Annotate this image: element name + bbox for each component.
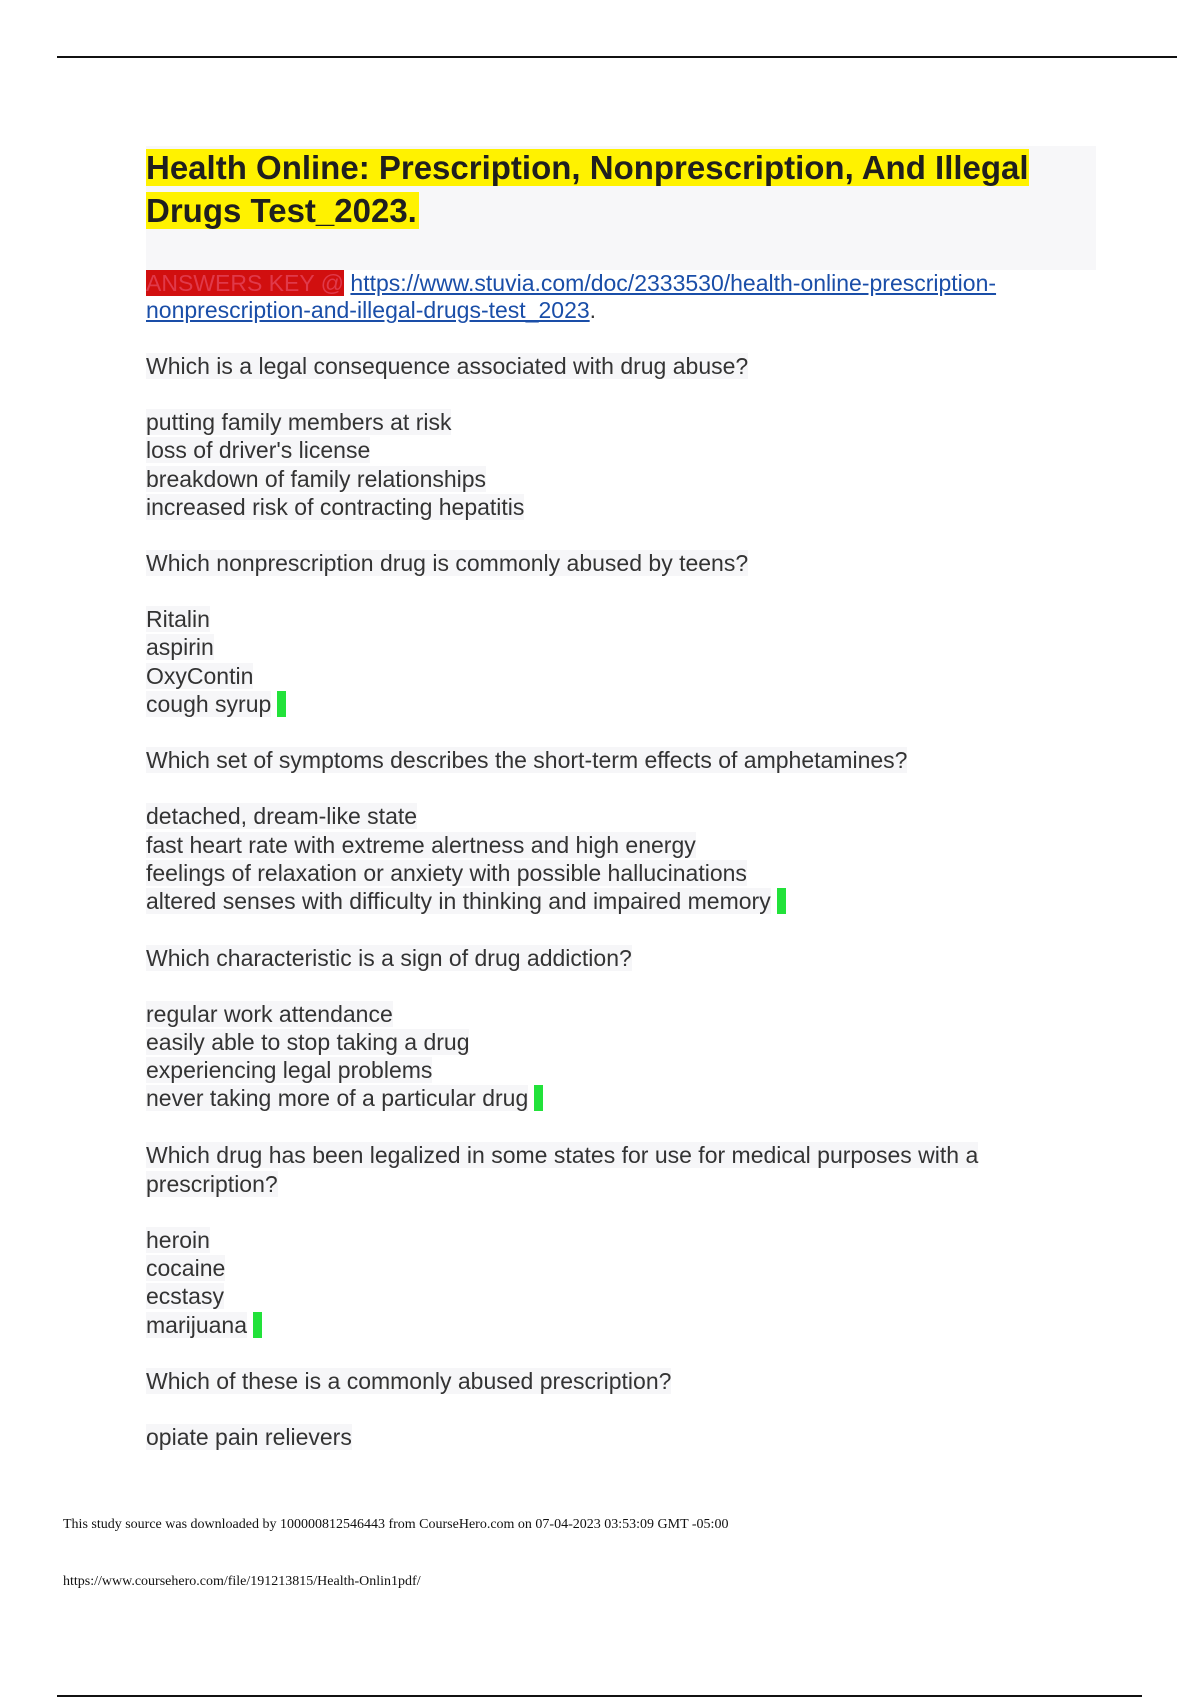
- option-text: regular work attendance: [146, 1000, 393, 1027]
- question-1: [146, 352, 1096, 381]
- option: [146, 1282, 1096, 1310]
- option-text: ecstasy: [146, 1283, 224, 1310]
- question-text: Which drug has been legalized in some states for use for medical purposes with a prescription?: [146, 1141, 979, 1197]
- answers-key-label: ANSWERS KEY @: [146, 270, 345, 296]
- option: [146, 802, 1096, 830]
- option: [146, 1028, 1096, 1056]
- option-text: loss of driver's license: [146, 437, 371, 464]
- option-text: putting family members at risk: [146, 409, 452, 435]
- answers-link-line1: https://www.stuvia.com/doc/2333530/health-online-prescription-: [350, 270, 997, 296]
- question-2-options: [146, 605, 1096, 718]
- question-3-options: [146, 802, 1096, 915]
- option: [146, 605, 1096, 633]
- top-rule: [57, 56, 1177, 58]
- question-5-options: [146, 1226, 1096, 1339]
- question-6: [146, 1367, 1096, 1396]
- option: [146, 436, 1096, 464]
- option: [146, 1056, 1096, 1084]
- option: [146, 1311, 1096, 1339]
- option: [146, 690, 1096, 718]
- question-text: Which characteristic is a sign of drug addiction?: [146, 944, 632, 971]
- bottom-rule: [57, 1695, 1142, 1697]
- option-text: Ritalin: [146, 606, 210, 633]
- option-text: detached, dream-like state: [146, 803, 418, 830]
- option-text: easily able to stop taking a drug: [146, 1028, 470, 1055]
- option-text: experiencing legal problems: [146, 1057, 433, 1084]
- question-text: Which set of symptoms describes the short-term effects of amphetamines?: [146, 747, 908, 774]
- question-text: Which nonprescription drug is commonly abused by teens?: [146, 550, 749, 577]
- option: [146, 859, 1096, 887]
- option: [146, 1084, 1096, 1112]
- option-text: cough syrup: [146, 691, 272, 718]
- option: [146, 1000, 1096, 1028]
- option-text: OxyContin: [146, 662, 254, 689]
- option: [146, 465, 1096, 493]
- document-body: [146, 146, 1096, 1451]
- answer-marker: [277, 691, 286, 717]
- question-4-options: [146, 1000, 1096, 1113]
- option-text: opiate pain relievers: [146, 1423, 352, 1450]
- title-block: [146, 146, 1096, 270]
- source-url: https://www.coursehero.com/file/191213815/Health-Onlin1pdf/: [63, 1574, 421, 1589]
- question-3: [146, 746, 1096, 775]
- option: [146, 493, 1096, 521]
- question-text: Which is a legal consequence associated with drug abuse?: [146, 353, 749, 379]
- question-5: [146, 1141, 1096, 1199]
- option-text: breakdown of family relationships: [146, 465, 487, 492]
- option-text: never taking more of a particular drug: [146, 1085, 529, 1112]
- option-text: aspirin: [146, 634, 214, 661]
- question-1-options: [146, 408, 1096, 521]
- option: [146, 1226, 1096, 1254]
- question-2: [146, 549, 1096, 578]
- option-text: altered senses with difficulty in thinking and impaired memory: [146, 888, 771, 915]
- answer-marker: [253, 1312, 262, 1338]
- option: [146, 1254, 1096, 1282]
- title-highlight: Health Online: Prescription, Nonprescription, And Illegal Drugs Test_2023.: [146, 149, 1029, 229]
- option-text: marijuana: [146, 1311, 247, 1338]
- option: [146, 662, 1096, 690]
- question-text: Which of these is a commonly abused prescription?: [146, 1367, 672, 1394]
- download-notice: This study source was downloaded by 100000812546443 from CourseHero.com on 07-04-2023 03:53:09 GMT -05:00: [63, 1517, 729, 1532]
- answers-key-line: [146, 270, 1096, 324]
- answers-link-line2: nonprescription-and-illegal-drugs-test_2023: [146, 297, 590, 323]
- option: [146, 831, 1096, 859]
- question-4: [146, 944, 1096, 973]
- option: [146, 887, 1096, 915]
- answer-marker: [534, 1085, 543, 1111]
- option-text: fast heart rate with extreme alertness and high energy: [146, 831, 696, 858]
- option-text: cocaine: [146, 1255, 226, 1282]
- option: [146, 408, 1096, 436]
- option-text: increased risk of contracting hepatitis: [146, 493, 525, 520]
- answer-marker: [777, 888, 786, 914]
- option-text: heroin: [146, 1226, 210, 1253]
- option: [146, 1423, 1096, 1451]
- option: [146, 633, 1096, 661]
- answers-suffix: .: [589, 297, 597, 323]
- question-6-options: [146, 1423, 1096, 1451]
- option-text: feelings of relaxation or anxiety with possible hallucinations: [146, 859, 747, 886]
- page-title: [146, 146, 1096, 232]
